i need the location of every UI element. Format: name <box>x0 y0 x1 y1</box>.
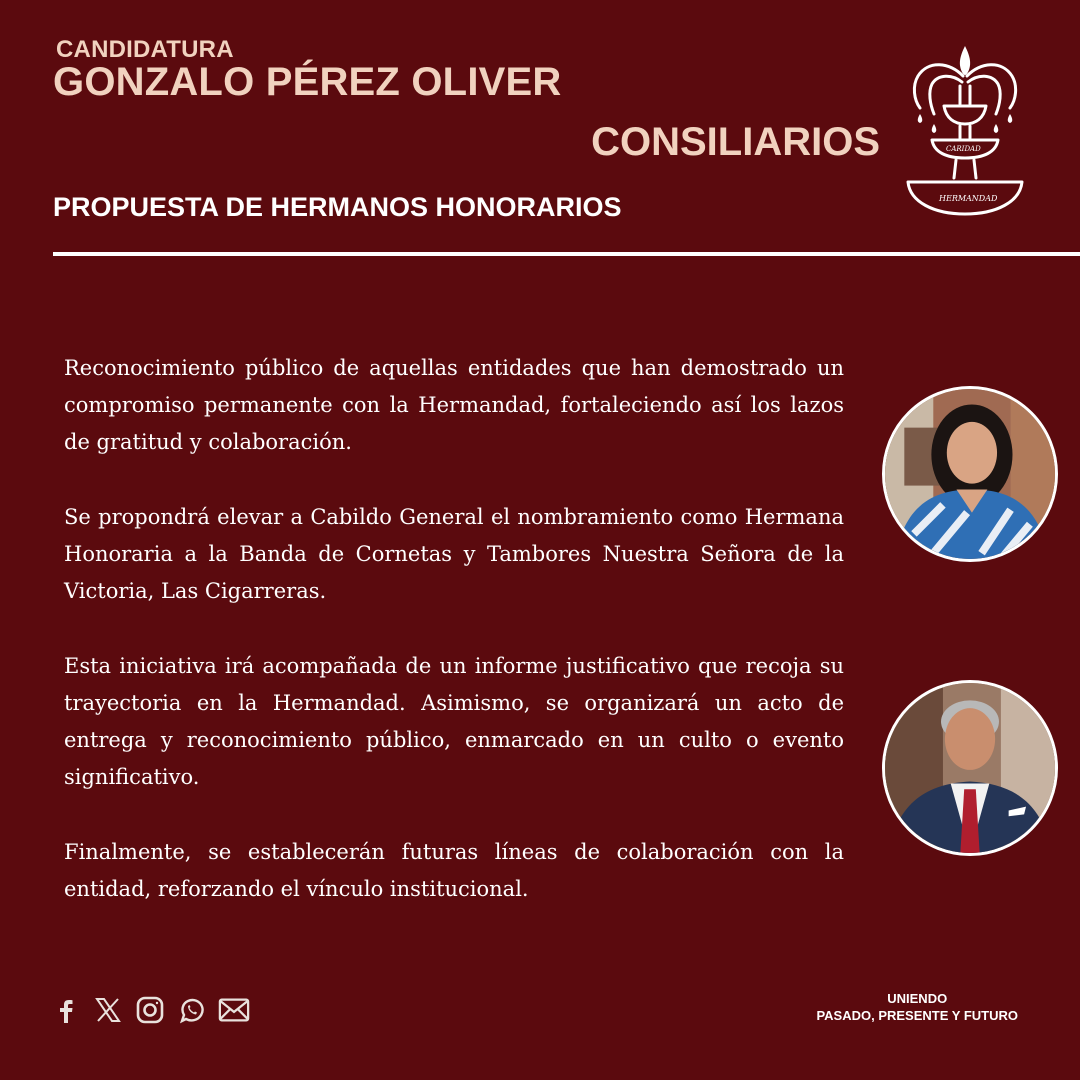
section-title: CONSILIARIOS <box>591 120 880 164</box>
campaign-tagline <box>816 990 1018 1024</box>
instagram-icon[interactable] <box>134 994 166 1026</box>
mail-icon[interactable] <box>218 994 250 1026</box>
portrait-woman <box>882 386 1058 562</box>
candidate-name: GONZALO PÉREZ OLIVER <box>53 60 562 104</box>
paragraph-initiative: Esta iniciativa irá acompañada de un informe justificativo que recoja su trayectoria en la Hermandad. Asimismo, se organizará un acto de entrega y reconocimiento público, enmarcado en un culto o evento significativo. <box>64 654 844 789</box>
tagline-line-1: UNIENDO <box>887 991 948 1006</box>
logo-top-text: CARIDAD <box>946 145 981 153</box>
header-candidatura: CANDIDATURA <box>56 36 234 63</box>
header-divider <box>53 252 1080 256</box>
facebook-icon[interactable] <box>50 994 82 1026</box>
social-links <box>50 994 250 1026</box>
body-text <box>64 350 844 946</box>
paragraph-recognition: Reconocimiento público de aquellas entidades que han demostrado un compromiso permanente con la Hermandad, fortaleciendo así los lazos de gratitud y colaboración. <box>64 356 844 454</box>
x-icon[interactable] <box>92 994 124 1026</box>
portrait-man <box>882 680 1058 856</box>
whatsapp-icon[interactable] <box>176 994 208 1026</box>
hermandad-fountain-logo <box>900 42 1030 222</box>
paragraph-proposal: Se propondrá elevar a Cabildo General el nombramiento como Hermana Honoraria a la Banda de Cornetas y Tambores Nuestra Señora de la Victoria, Las Cigarreras. <box>64 505 844 603</box>
logo-bottom-text: HERMANDAD <box>939 194 998 203</box>
proposal-subtitle: PROPUESTA DE HERMANOS HONORARIOS <box>53 192 622 222</box>
tagline-line-2: PASADO, PRESENTE Y FUTURO <box>816 1008 1018 1023</box>
paragraph-conclusion: Finalmente, se establecerán futuras líneas de colaboración con la entidad, reforzando el vínculo institucional. <box>64 840 844 901</box>
